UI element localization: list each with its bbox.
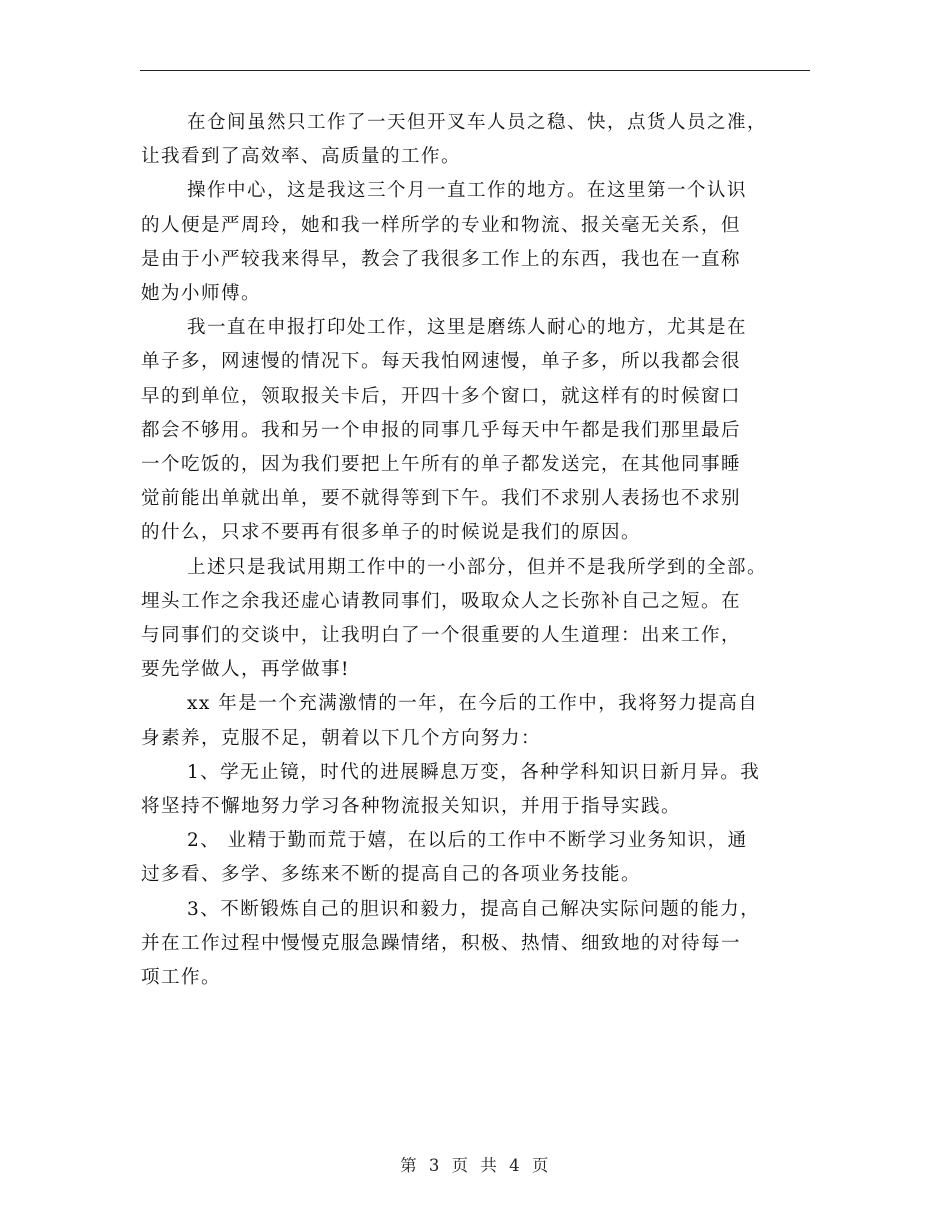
paragraph-first-line: 1、学无止镜，时代的进展瞬息万变，各种学科知识日新月异。我 <box>187 761 761 783</box>
paragraph-first-line: xx 年是一个充满激情的一年，在今后的工作中，我将努力提高自 <box>187 693 759 715</box>
paragraph-line: 埋头工作之余我还虚心请教同事们，吸取众人之长弥补自己之短。在 <box>141 590 742 612</box>
paragraph-line: 早的到单位，领取报关卡后，开四十多个窗口，就这样有的时候窗口 <box>141 385 742 407</box>
paragraph-line: 项工作。 <box>141 967 222 989</box>
paragraph-line: 让我看到了高效率、高质量的工作。 <box>141 146 462 168</box>
paragraph-line: 单子多，网速慢的情况下。每天我怕网速慢，单子多，所以我都会很 <box>141 351 742 373</box>
paragraph-first-line: 在仓间虽然只工作了一天但开叉车人员之稳、快，点货人员之准， <box>187 112 768 133</box>
paragraph-first-line: 3、不断锻炼自己的胆识和毅力，提高自己解决实际问题的能力， <box>187 898 761 920</box>
paragraph-line: 并在工作过程中慢慢克服急躁情绪，积极、热情、细致地的对待每一 <box>141 932 742 954</box>
paragraph-first-line: 上述只是我试用期工作中的一小部分，但并不是我所学到的全部。 <box>187 556 768 578</box>
paragraph-line: 她为小师傅。 <box>141 283 262 305</box>
paragraph-line: 将坚持不懈地努力学习各种物流报关知识，并用于指导实践。 <box>141 796 682 818</box>
paragraph-line: 的什么，只求不要再有很多单子的时候说是我们的原因。 <box>141 522 642 544</box>
paragraph-line: 一个吃饭的，因为我们要把上午所有的单子都发送完，在其他同事睡 <box>141 454 742 476</box>
paragraph-line: 要先学做人，再学做事! <box>141 659 350 681</box>
paragraph-line: 身素养，克服不足，朝着以下几个方向努力： <box>141 727 542 749</box>
paragraph-first-line: 我一直在申报打印处工作，这里是磨练人耐心的地方，尤其是在 <box>187 317 748 339</box>
header-divider <box>140 70 810 71</box>
page-footer: 第 3 页 共 4 页 <box>400 1156 550 1175</box>
paragraph-first-line: 2、 业精于勤而荒于嬉，在以后的工作中不断学习业务知识，通 <box>187 830 748 852</box>
paragraph-line: 的人便是严周玲，她和我一样所学的专业和物流、报关毫无关系，但 <box>141 214 742 236</box>
paragraph-first-line: 操作中心，这是我这三个月一直工作的地方。在这里第一个认识 <box>187 180 748 202</box>
paragraph-line: 过多看、多学、多练来不断的提高自己的各项业务技能。 <box>141 864 642 886</box>
paragraph-line: 是由于小严较我来得早，教会了我很多工作上的东西，我也在一直称 <box>141 248 742 270</box>
paragraph-line: 与同事们的交谈中，让我明白了一个很重要的人生道理：出来工作， <box>141 625 742 647</box>
paragraph-line: 都会不够用。我和另一个申报的同事几乎每天中午都是我们那里最后 <box>141 419 742 441</box>
body-text <box>141 106 811 995</box>
paragraph-line: 觉前能出单就出单，要不就得等到下午。我们不求别人表扬也不求别 <box>141 488 742 510</box>
